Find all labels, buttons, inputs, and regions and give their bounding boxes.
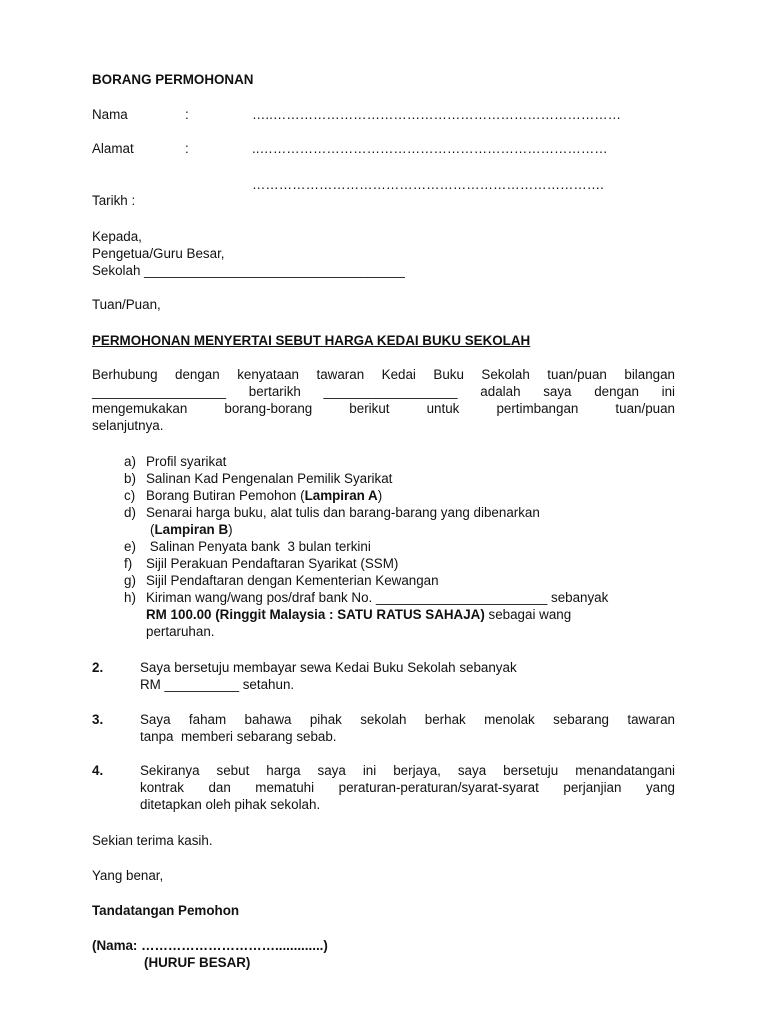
intro-paragraph: [92, 366, 675, 434]
list-item-b: [124, 470, 392, 487]
list-item-h-continuation-2: [146, 623, 215, 640]
list-label: a): [124, 454, 136, 469]
list-label: f): [124, 556, 133, 571]
list-text: Borang Butiran Pemohon (: [146, 488, 305, 503]
list-text: pertaruhan.: [146, 624, 215, 639]
huruf-besar-note: (HURUF BESAR): [144, 955, 251, 970]
subject-heading: PERMOHONAN MENYERTAI SEBUT HARGA KEDAI BUKU SEKOLAH: [92, 333, 531, 348]
list-item-a: [124, 453, 226, 470]
yang-benar-text: Yang benar,: [92, 868, 164, 883]
list-item-d: [124, 504, 540, 521]
point-4-line-3: ditetapkan oleh pihak sekolah.: [140, 797, 321, 812]
intro-line-4: selanjutnya.: [92, 418, 164, 433]
point-3-line-1: Saya faham bahawa pihak sekolah berhak menolak sebarang tawaran: [140, 712, 675, 727]
list-item-f: [124, 555, 398, 572]
nama-signature-field[interactable]: (Nama: ………………………….............): [92, 938, 328, 953]
list-item-g: [124, 572, 439, 589]
point-number-4: 4.: [92, 763, 104, 778]
point-2-line-1: Saya bersetuju membayar sewa Kedai Buku Sekolah sebanyak: [140, 660, 517, 675]
list-text: Salinan Kad Pengenalan Pemilik Syarikat: [146, 471, 393, 486]
pengetua-text: Pengetua/Guru Besar,: [92, 246, 225, 261]
list-text-after: ): [377, 488, 383, 503]
list-item-c: [124, 487, 382, 504]
list-text: Sijil Perakuan Pendaftaran Syarikat (SSM): [146, 556, 399, 571]
list-item-d-continuation: [150, 521, 233, 538]
tarikh-label[interactable]: Tarikh :: [92, 193, 136, 208]
nama-field[interactable]: …..……………………………………………………………………: [252, 107, 621, 122]
point-3-text: [140, 711, 675, 745]
list-label: c): [124, 488, 136, 503]
list-label: b): [124, 471, 136, 486]
nama-label: Nama: [92, 107, 128, 122]
list-text: Kiriman wang/wang pos/draf bank No. _______________________ sebanyak: [146, 590, 609, 605]
list-text: Senarai harga buku, alat tulis dan barang-barang yang dibenarkan: [146, 505, 540, 520]
lampiran-b: Lampiran B: [154, 522, 229, 537]
intro-line-3: mengemukakan borang-borang berikut untuk pertimbangan tuan/puan: [92, 401, 675, 416]
signature-label: Tandatangan Pemohon: [92, 903, 240, 918]
list-text: Sijil Pendaftaran dengan Kementerian Kewangan: [146, 573, 439, 588]
point-4-line-1: Sekiranya sebut harga saya ini berjaya, saya bersetuju menandatangani: [140, 763, 675, 778]
list-item-h-continuation: [146, 606, 571, 623]
intro-line-2: __________________ bertarikh __________________ adalah saya dengan ini: [92, 384, 675, 399]
sekolah-field[interactable]: Sekolah ___________________________________: [92, 263, 405, 278]
alamat-field-line-1[interactable]: ..……………………………………………………………………: [252, 141, 608, 156]
point-4-text: [140, 762, 675, 813]
alamat-colon: :: [185, 141, 189, 156]
lampiran-a: Lampiran A: [304, 488, 378, 503]
point-number-2: 2.: [92, 660, 104, 675]
list-text: Salinan Penyata bank 3 bulan terkini: [146, 539, 371, 554]
list-text: Profil syarikat: [146, 454, 227, 469]
point-3-line-2: tanpa memberi sebarang sebab.: [140, 729, 337, 744]
alamat-label: Alamat: [92, 141, 134, 156]
list-item-e: [124, 538, 371, 555]
alamat-field-line-2[interactable]: …………………………………………………………………….: [252, 177, 604, 192]
paren-close: ): [228, 522, 233, 537]
list-label: d): [124, 505, 136, 520]
list-label: g): [124, 573, 136, 588]
kepada-text: Kepada,: [92, 229, 142, 244]
point-2-line-2: RM __________ setahun.: [140, 677, 295, 692]
page-title: BORANG PERMOHONAN: [92, 72, 254, 87]
point-number-3: 3.: [92, 712, 104, 727]
amount-text: RM 100.00 (Ringgit Malaysia : SATU RATUS SAHAJA): [146, 607, 485, 622]
salutation: Tuan/Puan,: [92, 297, 161, 312]
list-text-after: sebagai wang: [484, 607, 572, 622]
point-4-line-2: kontrak dan mematuhi peraturan-peraturan/syarat-syarat perjanjian yang: [140, 780, 675, 795]
list-label: h): [124, 590, 136, 605]
intro-line-1: Berhubung dengan kenyataan tawaran Kedai Buku Sekolah tuan/puan bilangan: [92, 367, 675, 382]
nama-colon: :: [185, 107, 189, 122]
thanks-text: Sekian terima kasih.: [92, 833, 213, 848]
paren-open: (: [150, 522, 155, 537]
list-label: e): [124, 539, 136, 554]
list-item-h: [124, 589, 608, 606]
